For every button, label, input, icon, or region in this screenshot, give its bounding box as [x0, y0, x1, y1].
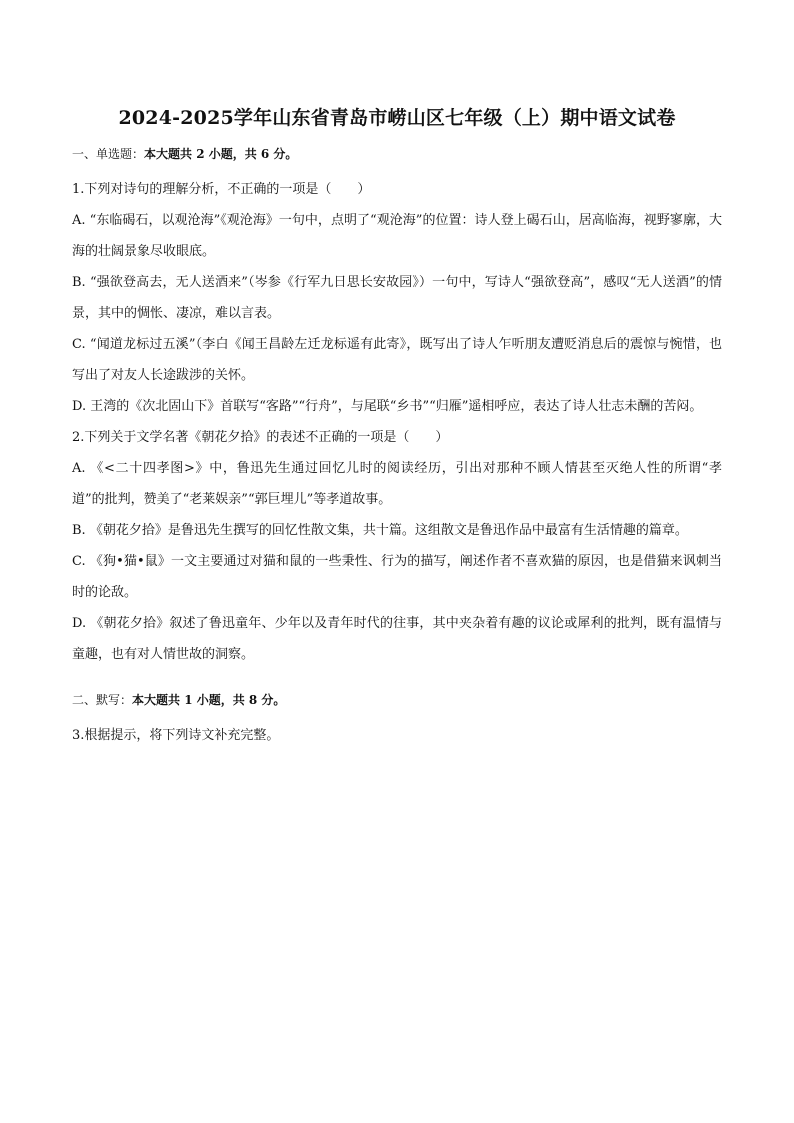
question-stem: 1.下列对诗句的理解分析，不正确的一项是（ ）: [72, 182, 371, 197]
option-a: A. 《<二十四孝图>》中，鲁迅先生通过回忆儿时的阅读经历，引出对那种不顾人情甚至灭绝人性的所谓“孝道”的批判，赞美了“老莱娱亲”“郭巨埋儿”等孝道故事。: [72, 461, 722, 507]
exam-title: 2024-2025学年山东省青岛市崂山区七年级（上）期中语文试卷: [118, 107, 676, 129]
section-prefix: 二、默写：: [72, 693, 133, 707]
section-prefix: 一、单选题：: [72, 147, 145, 161]
option-c: C. “闻道龙标过五溪”（李白《闻王昌龄左迁龙标遥有此寄》，既写出了诗人乍听朋友遭贬消息后的震惊与惋惜，也写出了对友人长途跋涉的关怀。: [72, 337, 722, 383]
option-b: B. “强欲登高去，无人送酒来”（岑参《行军九日思长安故园》）一句中，写诗人“强欲登高”，感叹“无人送酒”的情景，其中的惆怅、凄凉，难以言表。: [72, 275, 722, 321]
section-heading-dictation: [72, 690, 722, 710]
option-b: B. 《朝花夕拾》是鲁迅先生撰写的回忆性散文集，共十篇。这组散文是鲁迅作品中最富有生活情趣的篇章。: [72, 523, 688, 538]
question-2: [72, 422, 722, 670]
section-description: 本大题共 2 小题，共 6 分。: [144, 147, 298, 161]
option-d: D. 王湾的《次北固山下》首联写“客路”“行舟”，与尾联“乡书”“归雁”遥相呼应，表达了诗人壮志未酬的苦闷。: [72, 399, 703, 414]
spacer: [72, 670, 722, 690]
question-stem: 3.根据提示，将下列诗文补充完整。: [72, 728, 280, 743]
section-heading-single-choice: [72, 144, 722, 164]
question-3: [72, 720, 722, 751]
option-c: C. 《狗•猫•鼠》一文主要通过对猫和鼠的一些秉性、行为的描写，阐述作者不喜欢猫的原因，也是借猫来讽刺当时的论敌。: [72, 554, 722, 600]
option-a: A. “东临碣石，以观沧海”《观沧海》一句中，点明了“观沧海”的位置：诗人登上碣石山，居高临海，视野寥廓，大海的壮阔景象尽收眼底。: [72, 213, 722, 259]
section-description: 本大题共 1 小题，共 8 分。: [132, 693, 286, 707]
question-1: [72, 174, 722, 422]
question-stem: 2.下列关于文学名著《朝花夕拾》的表述不正确的一项是（ ）: [72, 430, 449, 445]
option-d: D. 《朝花夕拾》叙述了鲁迅童年、少年以及青年时代的往事，其中夹杂着有趣的议论或犀利的批判，既有温情与童趣，也有对人情世故的洞察。: [72, 616, 722, 662]
